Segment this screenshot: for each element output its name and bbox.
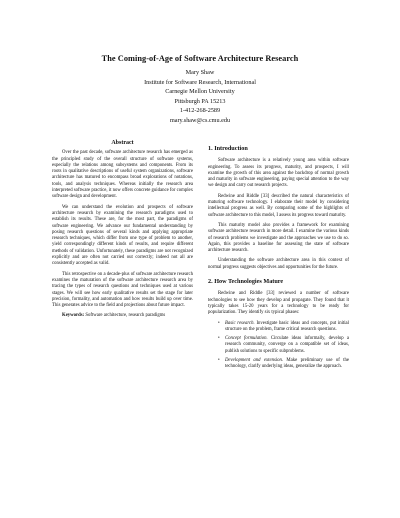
intro-paragraph: Understanding the software architecture area in this context of normal progress suggests objectives and opportunities for the future. [208, 258, 349, 270]
author-block [0, 68, 400, 126]
abstract-paragraph: We can understand the evolution and prospects of software architecture research by examining the research paradigms used to establish its results. These are, for the most part, the paradigms of software engineering. We advance our fundamental understanding by posing research questions of several kinds and applying appropriate research techniques, which differ from one type of problem to another, yield correspondingly different kinds of results, and require different methods of validation. Unfortunately, these paradigms are not recognized explicitly and are often not carried out correctly; indeed not all are consistently accepted as valid. [52, 204, 193, 267]
abstract-paragraph: Over the past decade, software architecture research has emerged as the principled study of the overall structure of software systems, especially the relations among subsystems and components. From its roots in qualitative descriptions of useful system organizations, software architecture has matured to encompass broad explorations of notations, tools, and analysis techniques. Whereas initially the research area interpreted software practice, it now offers concrete guidance for complex software design and development. [52, 150, 193, 200]
phase-description: Make preliminary use of the technology, clarify underlying ideas, generalize the approach. [225, 358, 349, 370]
phase-item [218, 358, 349, 371]
intro-paragraph: Software architecture is a relatively young area within software engineering. To assess its progress, maturity, and prospects, I will examine the growth of this area against the backdrop of normal growth and maturity in software engineering, paying special attention to the way we design and carry out research projects. [208, 158, 349, 189]
phase-term: Concept formulation. [225, 336, 268, 342]
phase-term: Development and extension. [225, 358, 284, 364]
affiliation-university: Carnegie Mellon University [165, 88, 235, 96]
affiliation-institute: Institute for Software Research, International [144, 78, 256, 86]
author-city: Pittsburgh PA 15213 [174, 97, 226, 105]
keywords-line [52, 313, 193, 319]
keywords-label: Keywords: [62, 313, 85, 319]
author-phone: 1-412-268-2589 [179, 107, 221, 115]
section-heading-technologies-mature: 2. How Technologies Mature [208, 278, 284, 286]
section-heading-introduction: 1. Introduction [208, 145, 248, 152]
phase-description: Circulate ideas informally, develop a research community, converge on a compatible set of ideas, publish solutions to specific subproblems. [225, 336, 349, 354]
left-column [52, 140, 193, 324]
phase-list [208, 321, 349, 371]
right-column [208, 140, 349, 374]
phase-description: Investigate basic ideas and concepts, put initial structure on the problem, frame critical research questions. [225, 320, 349, 332]
paper-title: The Coming-of-Age of Software Architecture Research [101, 54, 299, 63]
author-name: Mary Shaw [185, 69, 215, 76]
intro-paragraph: This maturity model also provides a framework for examining software architecture research in more detail. I examine the various kinds of research problems we investigate and the approaches we use to do so. Again, this provides a baseline for assessing the state of software architecture research. [208, 222, 349, 254]
phase-item [218, 336, 349, 355]
keywords-text: Software architecture, research paradigms [85, 313, 166, 319]
abstract-paragraph: This retrospective on a decade-plus of software architecture research examines the maturation of the software architecture research area by tracing the types of research questions and techniques used at various stages. We will see how early qualitative results set the stage for later precision, formality, and automation and how results build up over time. This generates advice to the field and projections about future impact. [52, 271, 193, 309]
phase-term: Basic research. [225, 320, 255, 326]
intro-paragraph: Redwine and Riddle [33] described the natural characteristics of maturing software technology. I elaborate their model by considering intellectual progress as well. By comparing some of the highlights of software architecture to this model, I assess its progress toward maturity. [208, 193, 349, 218]
phase-item [218, 321, 349, 334]
author-email: mary.shaw@cs.cmu.edu [169, 116, 231, 124]
abstract-heading: Abstract [111, 140, 134, 146]
section2-paragraph: Redwine and Riddle [33] reviewed a number of software technologies to see how they develop and propagate. They found that it typically takes 15-20 years for a technology to be ready for popularization. They identify six typical phases: [208, 291, 349, 316]
